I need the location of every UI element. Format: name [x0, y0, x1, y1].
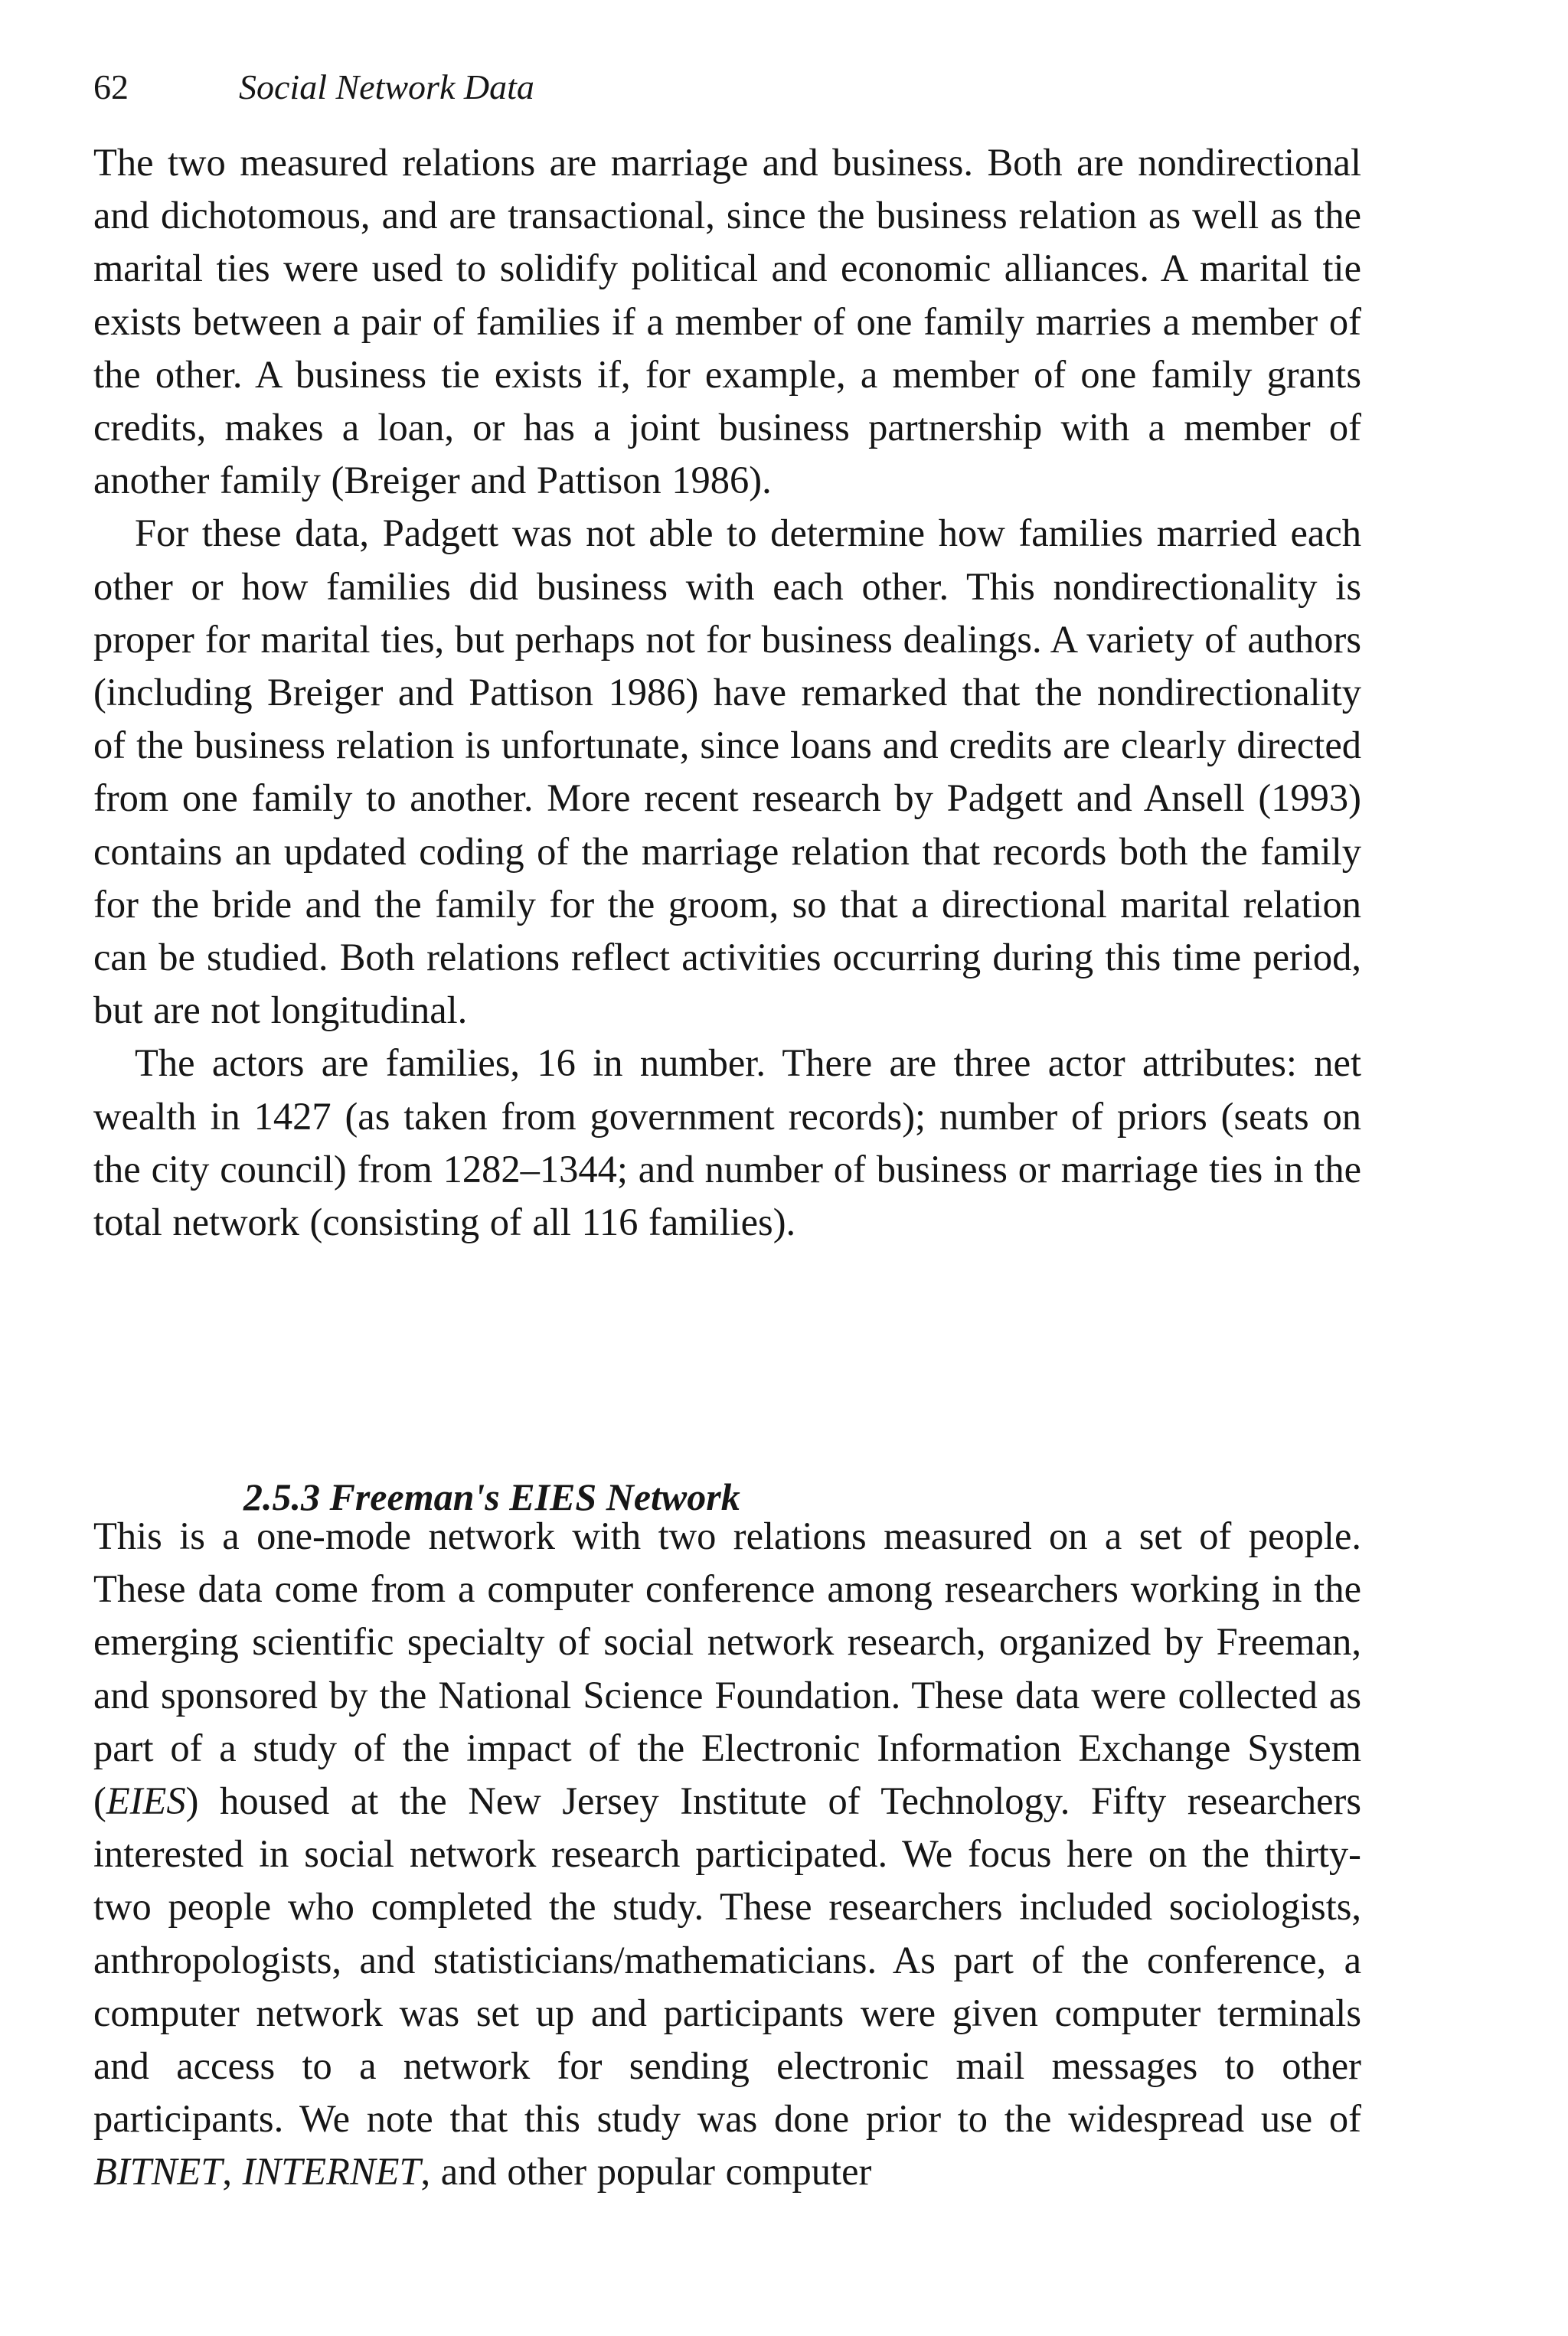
eies-term: EIES [106, 1779, 186, 1823]
eies-description-start: This is a one-mode network with two relations measured on a set of people. These data come from a computer conference among researchers working in the emerging scientific specialty of social network research, organized by Freeman, and sponsored by the National Science Foundation. These data were collected as part of a study of the impact of the Electronic Information Exchange System ( [93, 1514, 1361, 1823]
section-heading: 2.5.3 Freeman's EIES Network [243, 1475, 740, 1518]
bitnet-term: BITNET [93, 2150, 223, 2194]
page-number: 62 [93, 67, 129, 106]
freeman-eies-text [93, 1510, 1361, 2199]
eies-description-end: , and other popular computer [420, 2150, 872, 2194]
network-term-separator: , [222, 2150, 243, 2194]
running-head [93, 64, 534, 110]
florentine-families-text [93, 136, 1361, 1249]
eies-network-paragraph [93, 1510, 1361, 2199]
directionality-paragraph: For these data, Padgett was not able to determine how families married each other or how families did business with each other. This nondirectionality is proper for marital ties, but perhaps not for business dealings. A variety of authors (including Breiger and Pattison 1986) have remarked that the nondirectionality of the business relation is unfortunate, since loans and credits are clearly directed from one family to another. More recent research by Padgett and Ansell (1993) contains an updated coding of the marriage relation that records both the family for the bride and the family for the groom, so that a directional marital relation can be studied. Both relations reflect activities occurring during this time period, but are not longitudinal. [93, 511, 1361, 1032]
actor-attributes-paragraph: The actors are families, 16 in number. There are three actor attributes: net wealth in 1427 (as taken from government records); number of priors (seats on the city council) from 1282–1344; and number of business or marriage ties in the total network (consisting of all 116 families). [93, 1041, 1361, 1244]
running-title: Social Network Data [239, 67, 534, 106]
relations-paragraph: The two measured relations are marriage and business. Both are nondirectional and dichotomous, and are transactional, since the business relation as well as the marital ties were used to solidify political and economic alliances. A marital tie exists between a pair of families if a member of one family marries a member of the other. A business tie exists if, for example, a member of one family grants credits, makes a loan, or has a joint business partnership with a member of another family (Breiger and Pattison 1986). [93, 141, 1361, 502]
internet-term: INTERNET [242, 2150, 421, 2194]
eies-description-middle: ) housed at the New Jersey Institute of Technology. Fifty researchers interested in social network research participated. We focus here on the thirty-two people who completed the study. These researchers included sociologists, anthropologists, and statisticians/mathematicians. As part of the conference, a computer network was set up and participants were given computer terminals and access to a network for sending electronic mail messages to other participants. We note that this study was done prior to the widespread use of [93, 1779, 1361, 2141]
